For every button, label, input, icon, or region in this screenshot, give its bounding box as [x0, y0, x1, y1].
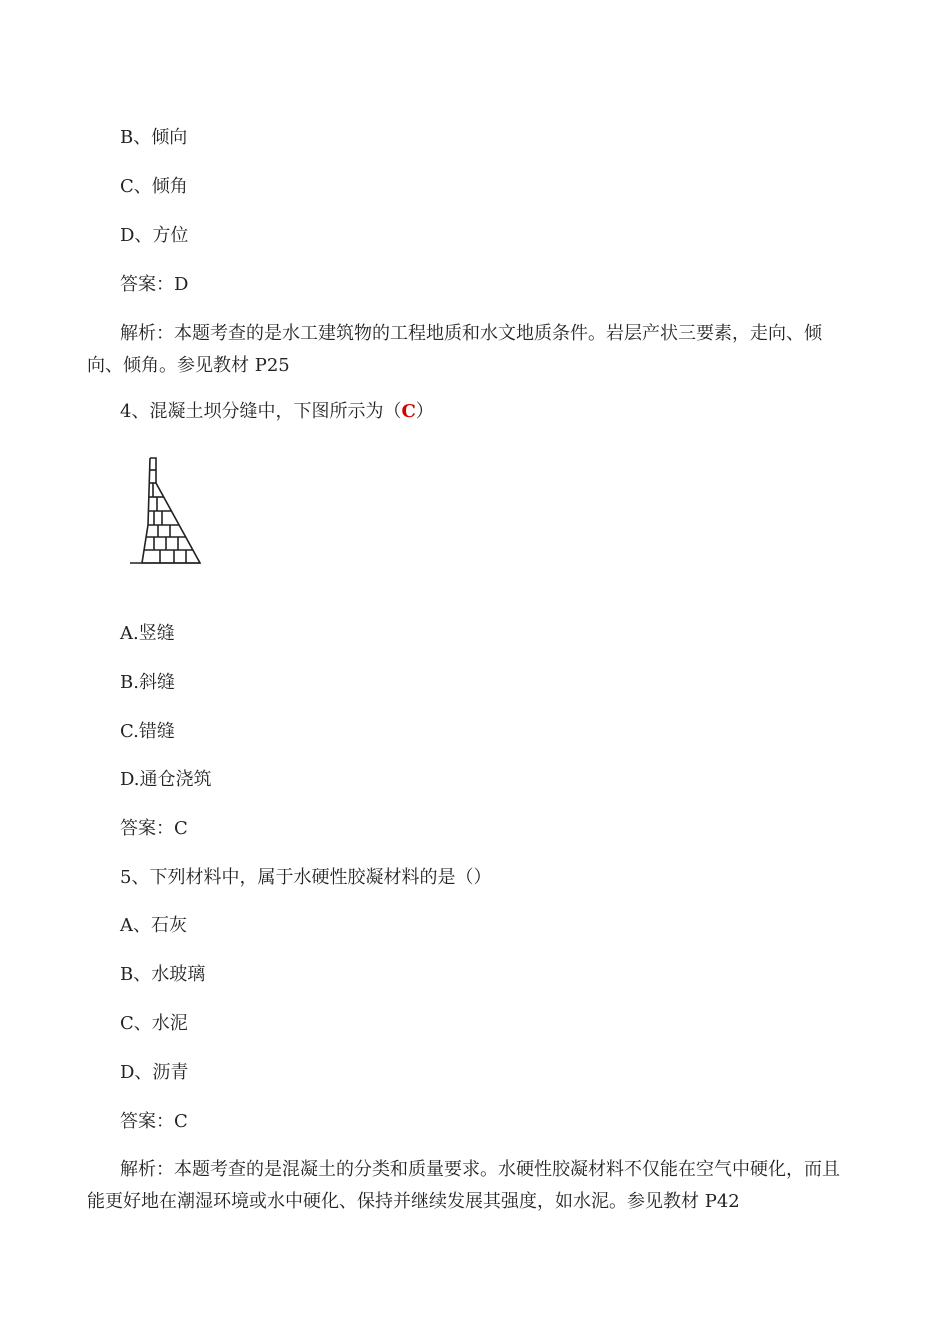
q4-option-c: C.错缝 [120, 721, 175, 742]
dam-stepped-joint-diagram [128, 455, 206, 570]
q4-option-d: D.通仓浇筑 [120, 769, 212, 790]
q5-option-a: A、石灰 [120, 915, 187, 936]
q4-option-a: A.竖缝 [120, 623, 175, 644]
q5-answer: 答案：C [120, 1111, 188, 1132]
q3-answer: 答案：D [120, 274, 189, 295]
q3-analysis: 解析：本题考查的是水工建筑物的工程地质和水文地质条件。岩层产状三要素，走向、倾向、倾角。参见教材 P25 [87, 323, 822, 376]
q5-question: 5、下列材料中，属于水硬性胶凝材料的是（） [120, 867, 492, 888]
q5-option-d: D、沥青 [120, 1062, 189, 1083]
q3-option-c: C、倾角 [120, 176, 188, 197]
q5-option-b: B、水玻璃 [120, 964, 206, 985]
q4-question-prefix: 4、混凝土坝分缝中，下图所示为（ [120, 401, 402, 422]
q4-inline-answer: C [401, 401, 416, 422]
q5-option-c: C、水泥 [120, 1013, 188, 1034]
q4-option-b: B.斜缝 [120, 672, 175, 693]
q5-analysis: 解析：本题考查的是混凝土的分类和质量要求。水硬性胶凝材料不仅能在空气中硬化，而且能更好地在潮湿环境或水中硬化、保持并继续发展其强度，如水泥。参见教材 P42 [87, 1159, 840, 1212]
q4-question-suffix: ） [415, 401, 434, 422]
q3-option-b: B、倾向 [120, 127, 188, 148]
q3-option-d: D、方位 [120, 225, 189, 246]
q4-answer: 答案：C [120, 818, 188, 839]
dam-diagram-svg [128, 455, 206, 570]
q4-question [120, 400, 434, 424]
